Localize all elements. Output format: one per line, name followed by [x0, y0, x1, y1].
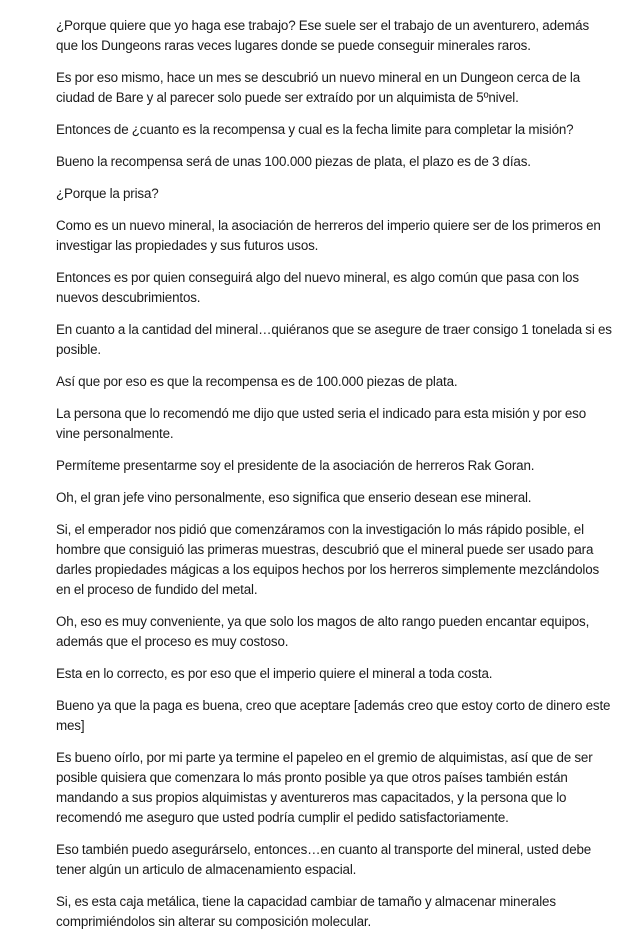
paragraph-3: Entonces de ¿cuanto es la recompensa y cual es la fecha limite para completar la misión? [56, 122, 574, 137]
paragraph-15: Esta en lo correcto, es por eso que el imperio quiere el mineral a toda costa. [56, 666, 493, 681]
paragraph-9: Así que por eso es que la recompensa es de 100.000 piezas de plata. [56, 374, 458, 389]
paragraph-12: Oh, el gran jefe vino personalmente, eso significa que enserio desean ese mineral. [56, 490, 532, 505]
paragraph-14: Oh, eso es muy conveniente, ya que solo los magos de alto rango pueden encantar equipos, además que el proceso es muy costoso. [56, 614, 590, 649]
paragraph-17: Es bueno oírlo, por mi parte ya termine el papeleo en el gremio de alquimistas, así que de ser posible quisiera que comenzara lo más pronto posible ya que otros países también están mandando a sus propios alquimistas y aventureros mas capacitados, y la persona que lo recomendó me aseguro que usted podría cumplir el pedido satisfactoriamente. [56, 750, 593, 825]
paragraph-4: Bueno la recompensa será de unas 100.000 piezas de plata, el plazo es de 3 días. [56, 154, 531, 169]
document-page [56, 16, 612, 944]
paragraph-13: Si, el emperador nos pidió que comenzáramos con la investigación lo más rápido posible, el hombre que consiguió las primeras muestras, descubrió que el mineral puede ser usado para darles propiedades mágicas a los equipos hechos por los herreros simplemente mezclándolos en el proceso de fundido del metal. [56, 522, 600, 597]
paragraph-6: Como es un nuevo mineral, la asociación de herreros del imperio quiere ser de los primeros en investigar las propiedades y sus futuros usos. [56, 218, 601, 253]
paragraph-2: Es por eso mismo, hace un mes se descubrió un nuevo mineral en un Dungeon cerca de la ciudad de Bare y al parecer solo puede ser extraído por un alquimista de 5ºnivel. [56, 70, 581, 105]
paragraph-18: Eso también puedo asegurárselo, entonces…en cuanto al transporte del mineral, usted debe tener algún un articulo de almacenamiento espacial. [56, 842, 592, 877]
paragraph-19: Si, es esta caja metálica, tiene la capacidad cambiar de tamaño y almacenar minerales comprimiéndolos sin alterar su composición molecular. [56, 894, 556, 929]
paragraph-16: Bueno ya que la paga es buena, creo que aceptare [además creo que estoy corto de dinero este mes] [56, 698, 611, 733]
paragraph-8: En cuanto a la cantidad del mineral…quiéranos que se asegure de traer consigo 1 tonelada si es posible. [56, 322, 612, 357]
paragraph-1: ¿Porque quiere que yo haga ese trabajo? Ese suele ser el trabajo de un aventurero, además que los Dungeons raras veces lugares donde se puede conseguir minerales raros. [56, 18, 590, 53]
paragraph-7: Entonces es por quien conseguirá algo del nuevo mineral, es algo común que pasa con los nuevos descubrimientos. [56, 270, 579, 305]
paragraph-10: La persona que lo recomendó me dijo que usted seria el indicado para esta misión y por eso vine personalmente. [56, 406, 587, 441]
paragraph-11: Permíteme presentarme soy el presidente de la asociación de herreros Rak Goran. [56, 458, 535, 473]
paragraph-5: ¿Porque la prisa? [56, 186, 159, 201]
